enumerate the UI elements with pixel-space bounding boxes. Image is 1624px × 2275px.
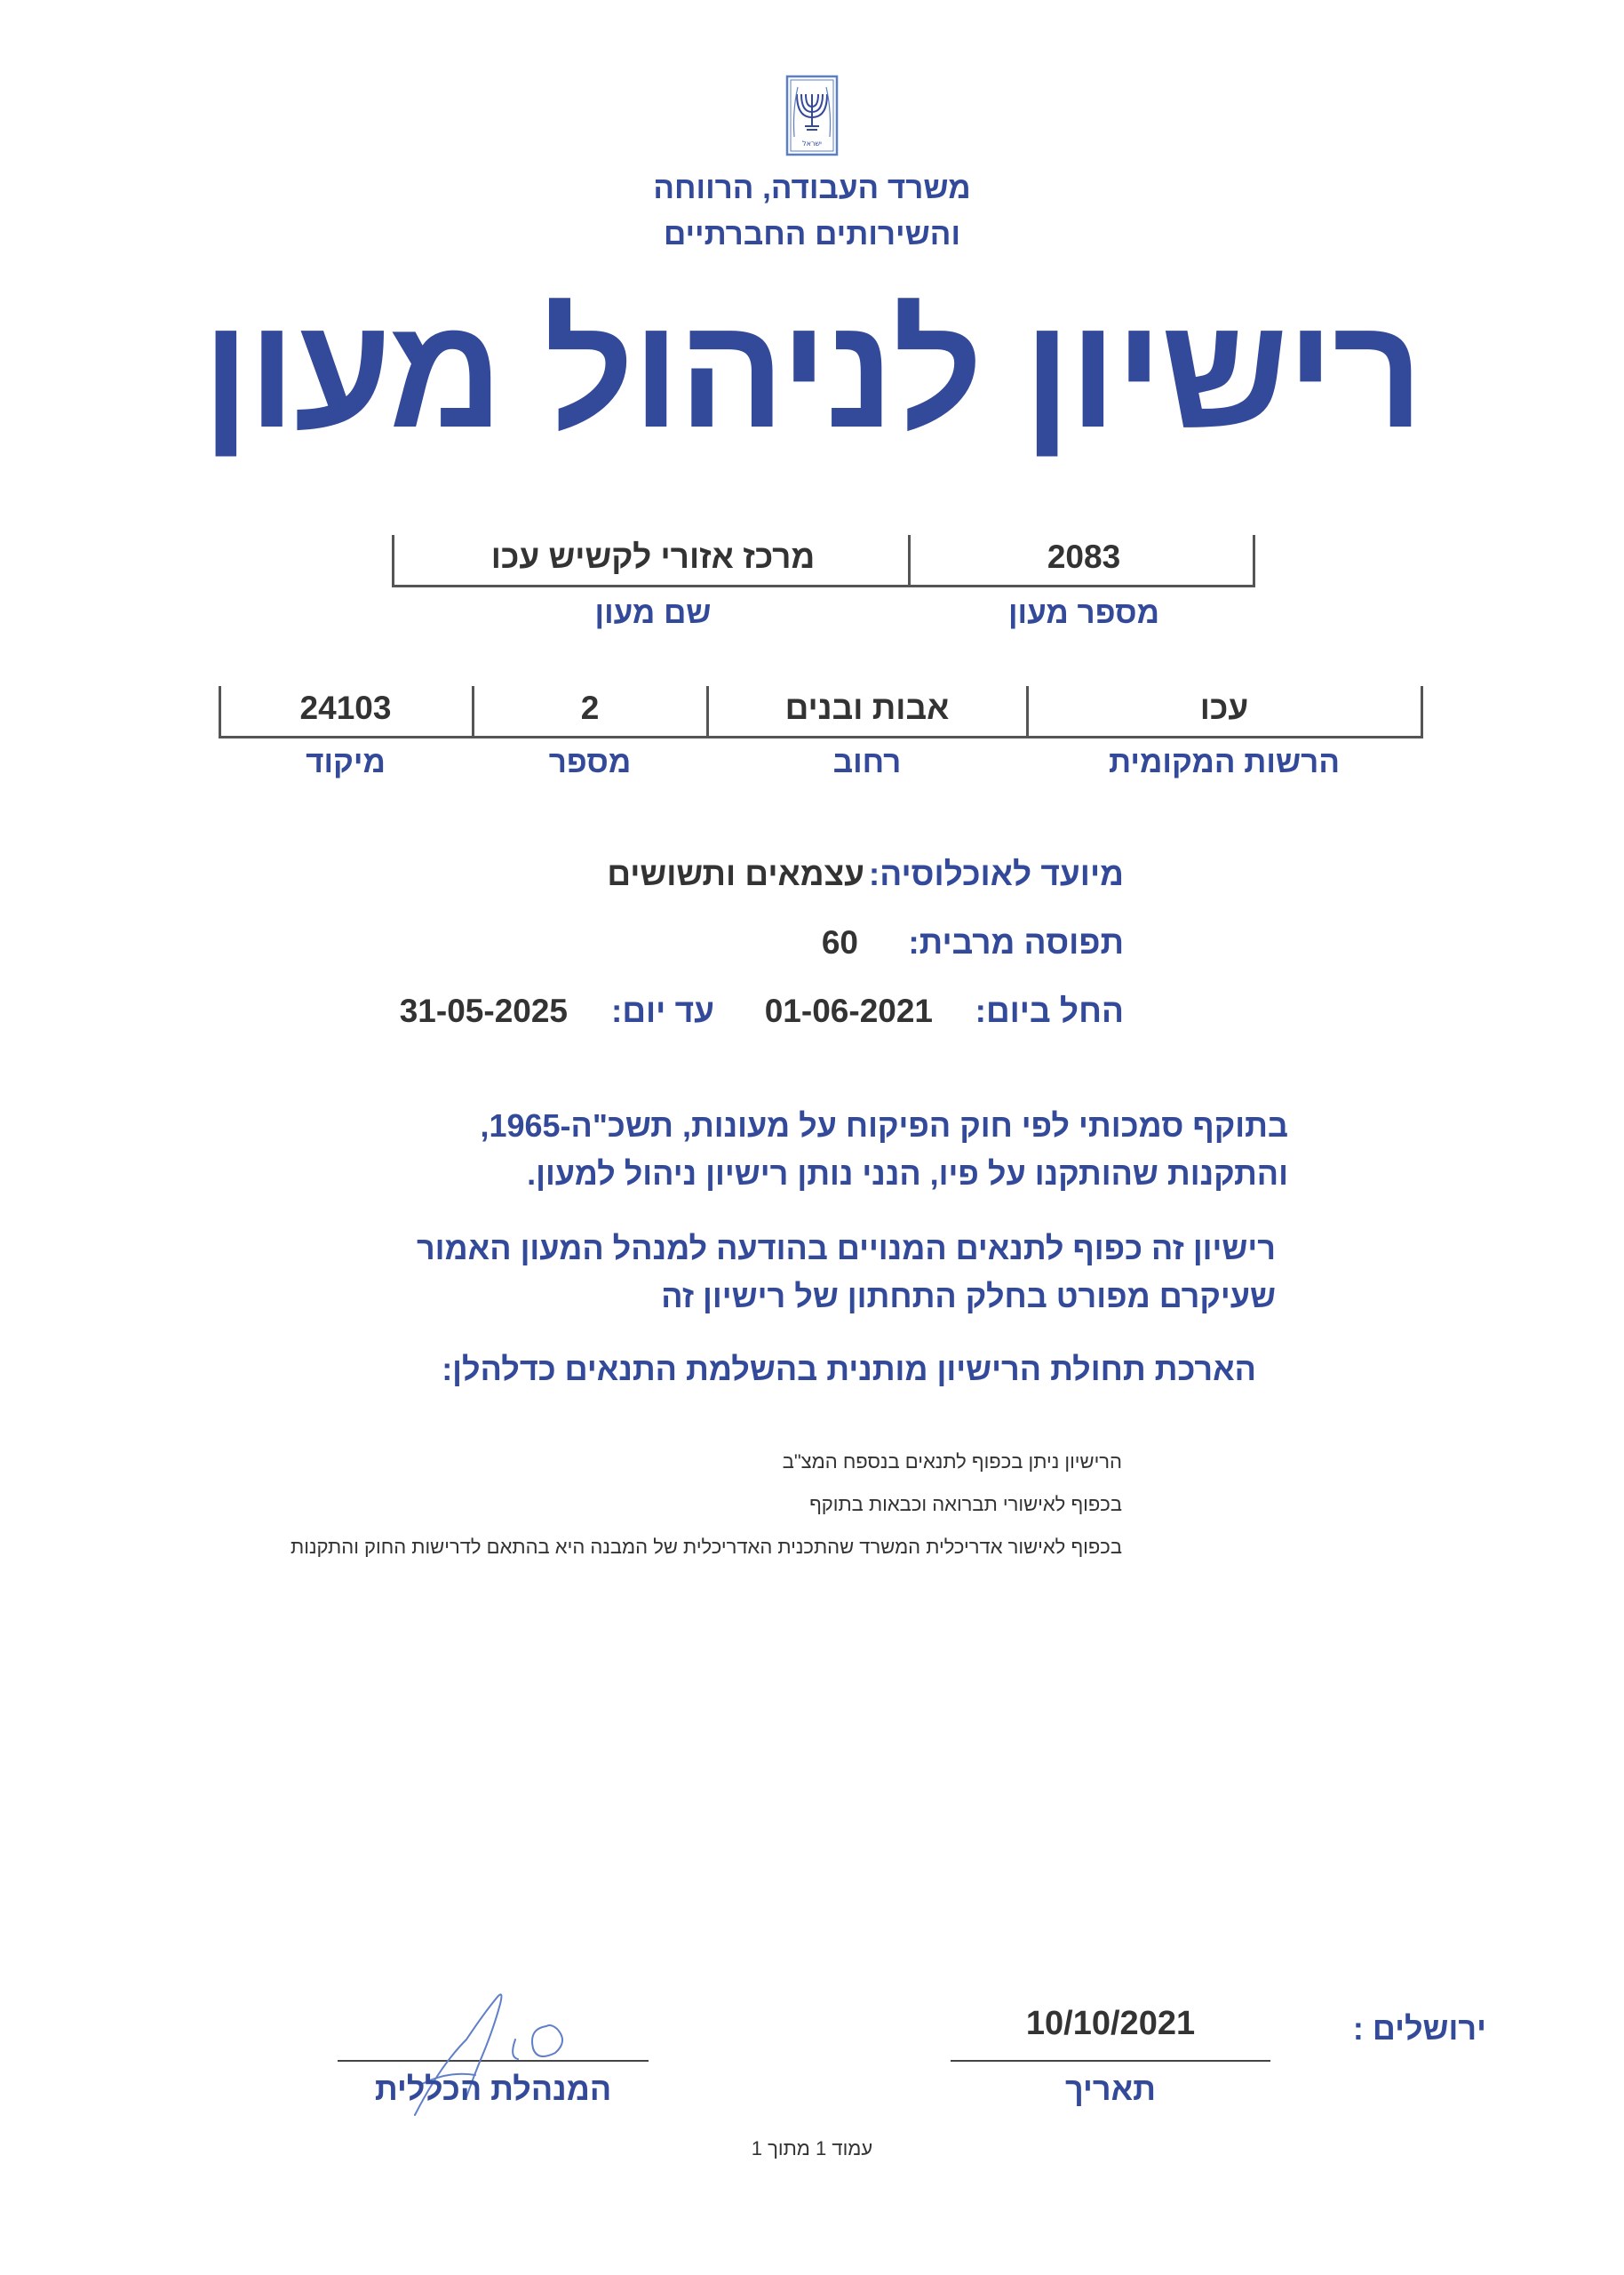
ministry-name-line2: והשירותים החברתיים xyxy=(663,217,961,251)
authority-statement-line1: בתוקף סמכותי לפי חוק הפיקוח על מעונות, תשכ"ה-1965, xyxy=(480,1107,1288,1144)
condition-item-2: בכפוף לאישורי תברואה וכבאות בתוקף xyxy=(809,1493,1122,1515)
emblem-caption: ישראל xyxy=(802,140,822,148)
street-label: רחוב xyxy=(832,745,902,779)
local-authority-label: הרשות המקומית xyxy=(1109,745,1340,779)
condition-item-3: בכפוף לאישור אדריכלית המשרד שהתכנית האדריכלית של המבנה היא בהתאם לדרישות החוק והתקנות xyxy=(291,1536,1122,1558)
city-label: ירושלים : xyxy=(1352,2010,1486,2047)
row1-divider-mid xyxy=(908,535,911,587)
row2-divider-4 xyxy=(1026,686,1029,738)
end-date-value: 31-05-2025 xyxy=(399,993,568,1029)
row2-divider-2 xyxy=(472,686,474,738)
authority-statement xyxy=(338,1102,1288,1198)
row1-divider-right xyxy=(1253,535,1255,587)
signer-title: המנהלת הכללית xyxy=(374,2071,612,2107)
end-date-label: עד יום: xyxy=(611,993,714,1029)
state-emblem-icon xyxy=(785,75,839,156)
population-label: מיועד לאוכלוסיה: xyxy=(868,856,1124,892)
capacity-label: תפוסה מרבית: xyxy=(908,924,1124,961)
conditions-statement xyxy=(338,1225,1276,1321)
extension-statement: הארכת תחולת הרישיון מותנית בהשלמת התנאים כדלהלן: xyxy=(442,1351,1256,1387)
conditions-statement-line1: רישיון זה כפוף לתנאים המנויים בהודעה למנהל המעון האמור xyxy=(416,1230,1276,1266)
document-title: רישיון לניהול מעון xyxy=(202,283,1422,460)
row2-underline xyxy=(219,736,1423,738)
row1-divider-left xyxy=(392,535,394,587)
conditions-statement-line2: שעיקרם מפורט בחלק התחתון של רישיון זה xyxy=(661,1278,1276,1314)
authority-statement-line2: והתקנות שהותקנו על פיו, הנני נותן רישיון ניהול למעון. xyxy=(527,1155,1288,1192)
center-name-value: מרכז אזורי לקשיש עכו xyxy=(490,539,816,575)
center-name-label: שם מעון xyxy=(594,595,712,630)
center-number-label: מספר מעון xyxy=(1007,595,1160,630)
street-value: אבות ובנים xyxy=(784,690,950,726)
page-number: עמוד 1 מתוך 1 xyxy=(751,2137,873,2159)
start-date-label: החל ביום: xyxy=(975,993,1124,1029)
row1-underline xyxy=(392,585,1255,587)
date-signature-line xyxy=(951,2060,1270,2062)
local-authority-value: עכו xyxy=(1199,690,1249,726)
condition-item-1: הרישיון ניתן בכפוף לתנאים בנספח המצ"ב xyxy=(782,1450,1122,1473)
population-value: עצמאים ותשושים xyxy=(607,856,864,892)
issue-date-label: תאריך xyxy=(1064,2071,1157,2107)
house-number-value: 2 xyxy=(580,690,600,726)
center-number-value: 2083 xyxy=(1047,539,1121,575)
row2-divider-5 xyxy=(1421,686,1423,738)
ministry-name-line1: משרד העבודה, הרווחה xyxy=(653,171,971,205)
start-date-value: 01-06-2021 xyxy=(764,993,933,1029)
row2-divider-3 xyxy=(706,686,709,738)
zip-code-label: מיקוד xyxy=(306,745,386,779)
zip-code-value: 24103 xyxy=(299,690,392,726)
issue-date-value: 10/10/2021 xyxy=(1025,2005,1196,2042)
house-number-label: מספר xyxy=(548,745,632,779)
row2-divider-1 xyxy=(219,686,221,738)
capacity-value: 60 xyxy=(821,924,858,961)
